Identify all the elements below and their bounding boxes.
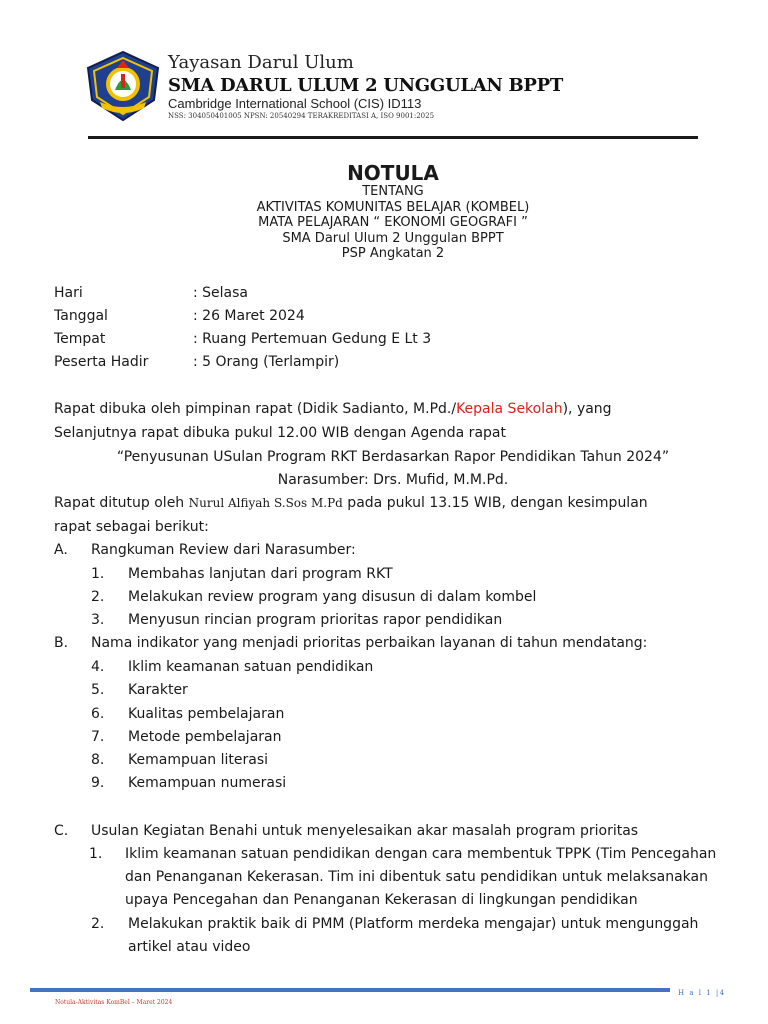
info-value-place: : Ruang Pertemuan Gedung E Lt 3 (193, 331, 432, 347)
opening-paragraph (54, 401, 612, 417)
list-item-number: 1. (91, 566, 105, 582)
list-item: Kemampuan numerasi (128, 775, 287, 791)
list-item-number: 8. (91, 752, 105, 768)
opening-text-end: ), yang (562, 401, 612, 417)
list-item-number: 6. (91, 706, 105, 722)
footer-note: Notula-Aktivitas KomBel – Maret 2024 (55, 999, 173, 1006)
closing-name: Nurul Alfiyah S.Sos M.Pd (188, 496, 343, 510)
list-item-number: 5. (91, 682, 105, 698)
list-item: Iklim keamanan satuan pendidikan (128, 659, 374, 675)
title-line: PSP Angkatan 2 (341, 246, 445, 261)
school-crest-icon (84, 50, 162, 122)
closing-text: Rapat ditutup oleh (54, 495, 189, 511)
title-line: AKTIVITAS KOMUNITAS BELAJAR (KOMBEL) (256, 200, 530, 215)
closing-line-2: rapat sebagai berikut: (54, 519, 209, 535)
registry-line: NSS: 304050401005 NPSN: 20540294 TERAKREDITASI A, ISO 9001:2025 (168, 112, 435, 120)
info-value-day: : Selasa (193, 285, 249, 301)
opening-line-2: Selanjutnya rapat dibuka pukul 12.00 WIB dengan Agenda rapat (54, 425, 506, 441)
list-item: Kualitas pembelajaran (128, 706, 285, 722)
list-item-line: Iklim keamanan satuan pendidikan dengan cara membentuk TPPK (Tim Pencegahan (125, 846, 717, 862)
opening-text: Rapat dibuka oleh pimpinan rapat (Didik Sadianto, M.Pd./ (54, 401, 457, 417)
closing-paragraph (54, 495, 648, 511)
section-a-marker: A. (54, 542, 68, 558)
section-c-marker: C. (54, 823, 69, 839)
list-item-number: 2. (91, 916, 105, 932)
info-label-day: Hari (54, 285, 83, 301)
section-b-title: Nama indikator yang menjadi prioritas perbaikan layanan di tahun mendatang: (91, 635, 648, 651)
section-a-title: Rangkuman Review dari Narasumber: (91, 542, 356, 558)
list-item-number: 2. (91, 589, 105, 605)
speaker: Narasumber: Drs. Mufid, M.M.Pd. (277, 472, 509, 488)
list-item: Membahas lanjutan dari program RKT (128, 566, 393, 582)
header-divider (88, 136, 698, 139)
info-value-attendees: : 5 Orang (Terlampir) (193, 354, 340, 370)
list-item-number: 4. (91, 659, 105, 675)
list-item-line: dan Penanganan Kekerasan. Tim ini dibentuk satu pendidikan untuk melaksanakan (125, 869, 708, 885)
section-b-marker: B. (54, 635, 69, 651)
info-label-place: Tempat (54, 331, 106, 347)
list-item-line: Melakukan praktik baik di PMM (Platform merdeka mengajar) untuk mengunggah (128, 916, 699, 932)
principal-role: Kepala Sekolah (456, 401, 563, 417)
school-name: SMA DARUL ULUM 2 UNGGULAN BPPT (168, 75, 563, 96)
list-item: Menyusun rincian program prioritas rapor pendidikan (128, 612, 503, 628)
footer-divider (30, 988, 670, 992)
agenda: “Penyusunan USulan Program RKT Berdasarkan Rapor Pendidikan Tahun 2024” (116, 449, 670, 465)
list-item: Kemampuan literasi (128, 752, 269, 768)
cis-id: Cambridge International School (CIS) ID113 (168, 96, 422, 111)
info-label-attendees: Peserta Hadir (54, 354, 149, 370)
title-line: MATA PELAJARAN “ EKONOMI GEOGRAFI ” (258, 215, 528, 230)
list-item: Melakukan review program yang disusun di dalam kombel (128, 589, 537, 605)
info-value-date: : 26 Maret 2024 (193, 308, 305, 324)
list-item-number: 7. (91, 729, 105, 745)
list-item-line: artikel atau video (128, 939, 251, 955)
closing-text-end: pada pukul 13.15 WIB, dengan kesimpulan (342, 495, 648, 511)
list-item-line: upaya Pencegahan dan Penanganan Kekerasan di lingkungan pendidikan (125, 892, 638, 908)
list-item-number: 1. (89, 846, 103, 862)
title-line: TENTANG (362, 184, 424, 199)
list-item: Metode pembelajaran (128, 729, 282, 745)
foundation-name: Yayasan Darul Ulum (168, 52, 354, 73)
list-item-number: 9. (91, 775, 105, 791)
document-title: NOTULA (347, 161, 439, 185)
info-label-date: Tanggal (54, 308, 108, 324)
title-line: SMA Darul Ulum 2 Unggulan BPPT (282, 231, 504, 246)
list-item-number: 3. (91, 612, 105, 628)
list-item: Karakter (128, 682, 188, 698)
page-number: H a l 1 |4 (678, 989, 726, 997)
section-c-title: Usulan Kegiatan Benahi untuk menyelesaikan akar masalah program prioritas (91, 823, 639, 839)
